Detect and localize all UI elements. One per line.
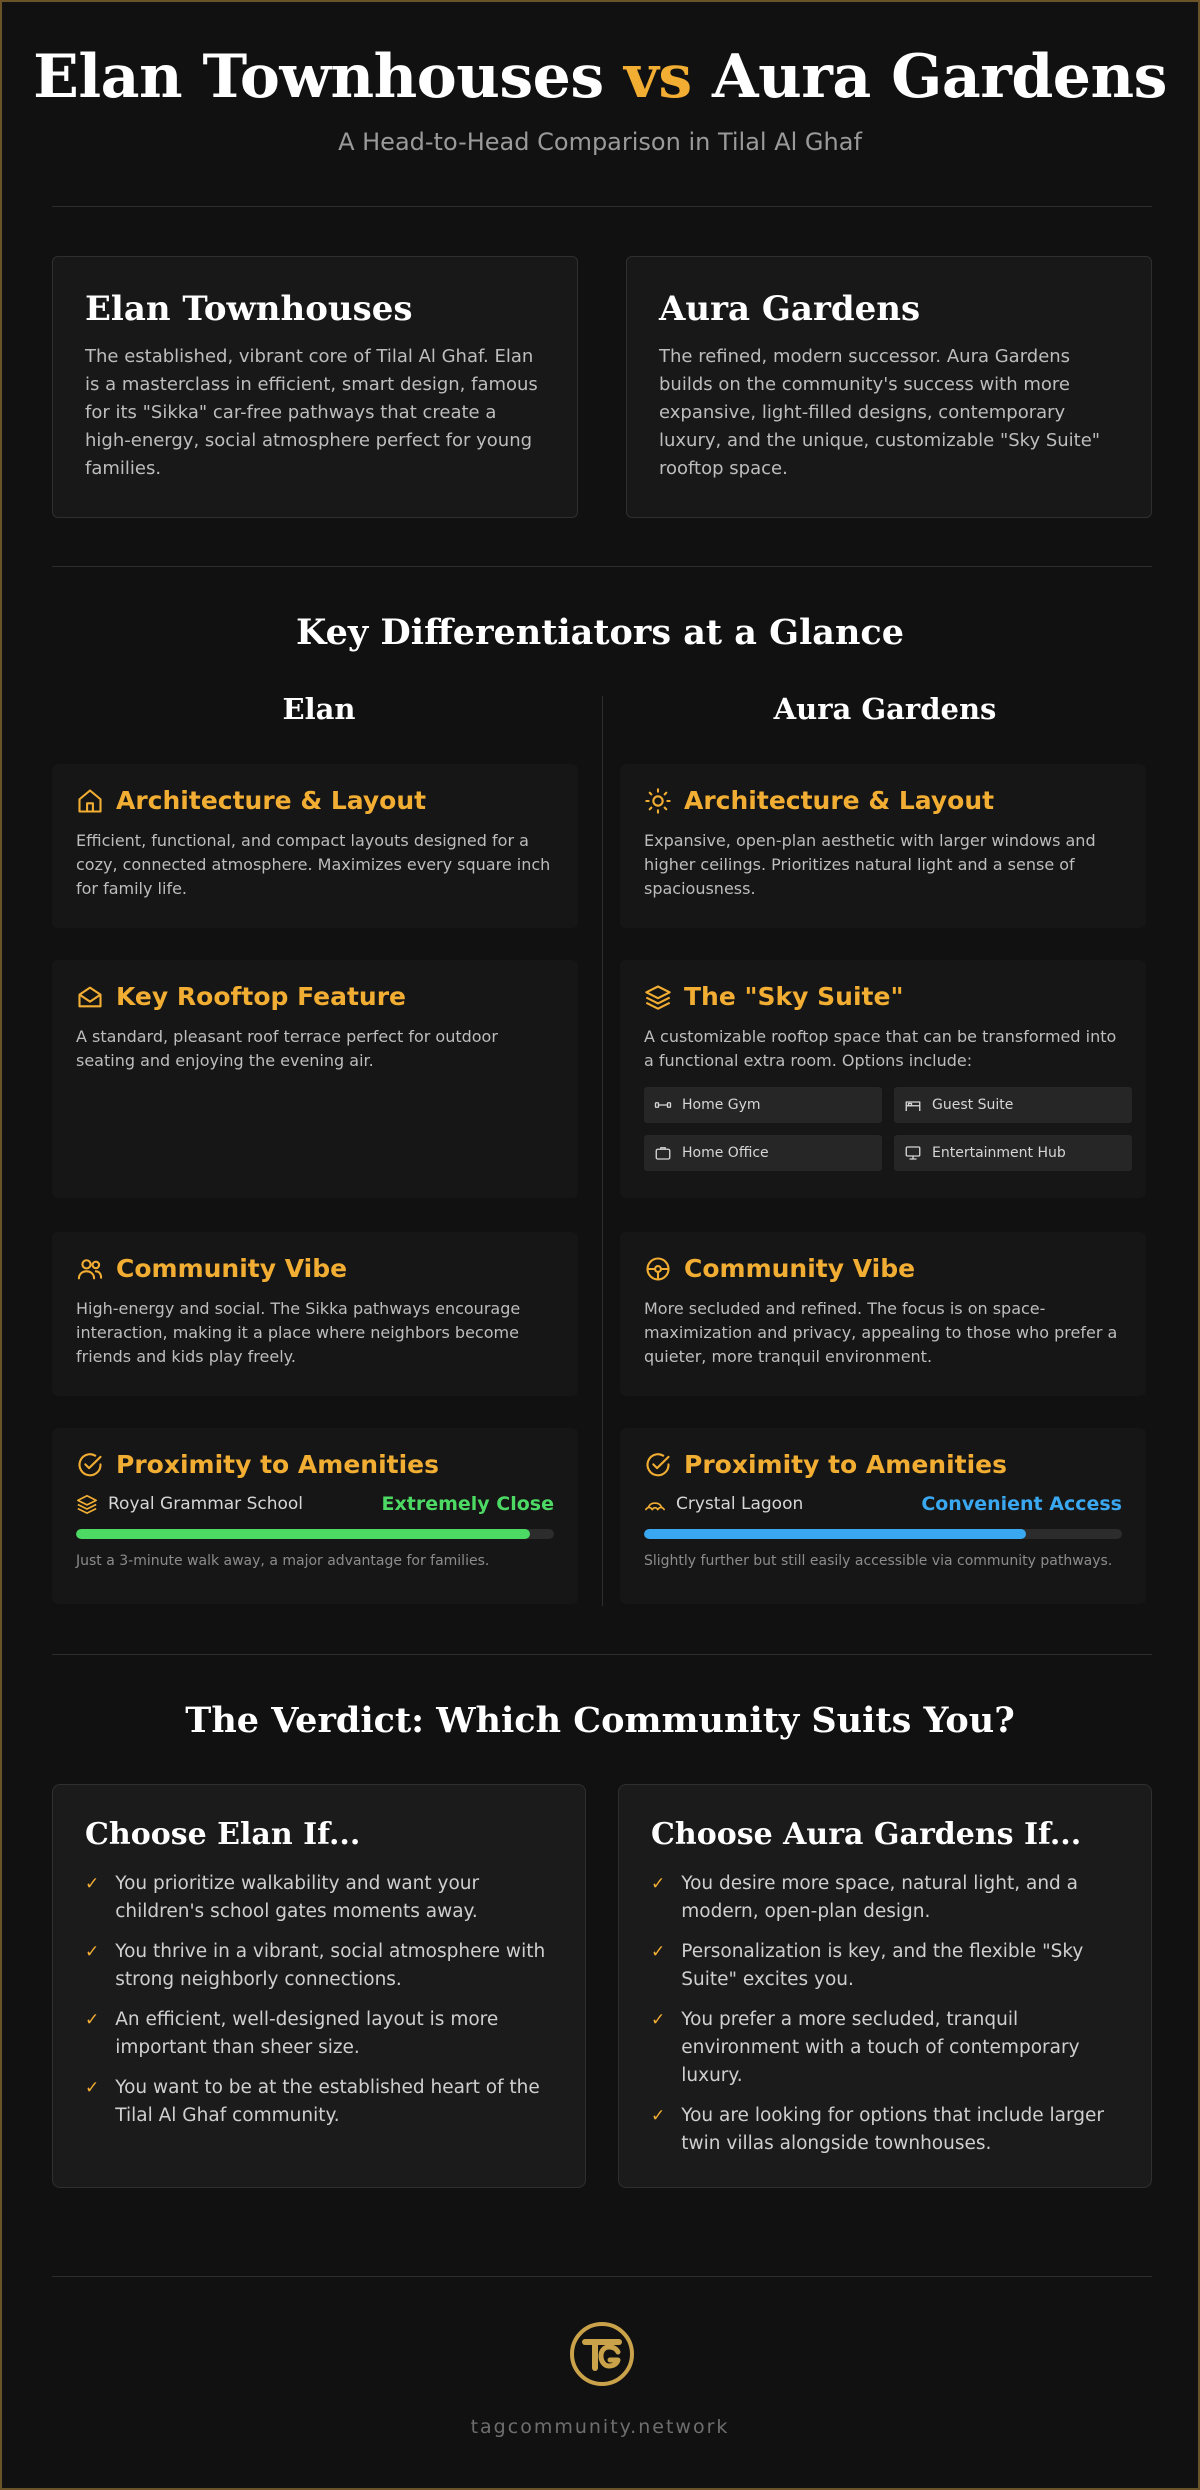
intro-title-aura: Aura Gardens: [659, 289, 921, 329]
check-circle-icon: [76, 1451, 104, 1479]
verdict-card-elan: [52, 1784, 586, 2188]
check-circle-icon: [644, 1451, 672, 1479]
column-heading-aura: Aura Gardens: [773, 692, 997, 726]
feature-title: Proximity to Amenities: [684, 1450, 1007, 1479]
feature-card-elan-architecture: [52, 764, 578, 928]
check-icon: ✓: [651, 1942, 666, 1962]
intro-text-aura: The refined, modern successor. Aura Gardens builds on the community's success with more expansive, light-filled designs, contemporary luxury, and the unique, customizable "Sky Suite" rooftop space.: [659, 346, 1101, 479]
verdict-title: The Verdict: Which Community Suits You?: [185, 1700, 1015, 1741]
proximity-bar: [644, 1529, 1122, 1539]
verdict-item: [85, 1870, 553, 1926]
dumbbell-icon: [654, 1096, 672, 1114]
option-label: Home Gym: [682, 1097, 761, 1113]
waves-icon: [644, 1493, 666, 1515]
briefcase-icon: [654, 1144, 672, 1162]
verdict-item: [85, 1938, 553, 1994]
verdict-item-text: Personalization is key, and the flexible "Sky Suite" excites you.: [681, 1941, 1084, 1990]
feature-card-aura-proximity: [620, 1428, 1146, 1604]
feature-card-aura-sky-suite: [620, 960, 1146, 1198]
home-icon: [76, 787, 104, 815]
feature-text: Expansive, open-plan aesthetic with larger windows and higher ceilings. Prioritizes natural light and a sense of spaciousness.: [644, 831, 1096, 898]
verdict-item: [651, 2102, 1119, 2158]
feature-card-aura-community: [620, 1232, 1146, 1396]
feature-text: High-energy and social. The Sikka pathways encourage interaction, making it a place where neighbors become friends and kids play freely.: [76, 1299, 521, 1366]
intro-card-aura: [626, 256, 1152, 518]
column-heading-elan: Elan: [282, 692, 356, 726]
title-vs: vs: [624, 42, 692, 112]
monitor-icon: [904, 1144, 922, 1162]
verdict-item-text: You prioritize walkability and want your children's school gates moments away.: [115, 1873, 480, 1922]
verdict-item-text: You thrive in a vibrant, social atmosphere with strong neighborly connections.: [115, 1941, 546, 1990]
proximity-status: Extremely Close: [381, 1493, 554, 1515]
divider: [52, 566, 1152, 567]
feature-text: More secluded and refined. The focus is on space-maximization and privacy, appealing to those who prefer a quieter, more tranquil environment.: [644, 1299, 1118, 1366]
tag-logo-icon: [568, 2320, 636, 2388]
page-title: [2, 42, 1198, 112]
verdict-item-text: An efficient, well-designed layout is more important than sheer size.: [115, 2009, 499, 2058]
amenity-name: Royal Grammar School: [108, 1494, 304, 1514]
amenity-name: Crystal Lagoon: [676, 1494, 804, 1514]
intro-text-elan: The established, vibrant core of Tilal Al Ghaf. Elan is a masterclass in efficient, smart design, famous for its "Sikka" car-free pathways that create a high-energy, social atmosphere perfect for young families.: [85, 346, 538, 479]
feature-card-aura-architecture: [620, 764, 1146, 928]
feature-card-elan-community: [52, 1232, 578, 1396]
proximity-note: Just a 3-minute walk away, a major advantage for families.: [76, 1553, 490, 1569]
option-guest-suite: [894, 1087, 1132, 1123]
feature-title: Architecture & Layout: [116, 786, 427, 815]
check-icon: ✓: [85, 2010, 100, 2030]
verdict-item: [85, 2006, 553, 2062]
feature-text: A customizable rooftop space that can be transformed into a functional extra room. Options include:: [644, 1027, 1117, 1070]
option-home-gym: [644, 1087, 882, 1123]
divider: [52, 206, 1152, 207]
page-subtitle: A Head-to-Head Comparison in Tilal Al Ghaf: [338, 128, 862, 156]
check-icon: ✓: [651, 2010, 666, 2030]
verdict-heading-aura: Choose Aura Gardens If...: [651, 1817, 1082, 1852]
verdict-item-text: You are looking for options that include larger twin villas alongside townhouses.: [681, 2105, 1104, 2154]
intro-title-elan: Elan Townhouses: [85, 289, 413, 329]
divider: [52, 1654, 1152, 1655]
verdict-heading-elan: Choose Elan If...: [85, 1817, 361, 1852]
verdict-item: [651, 1870, 1119, 1926]
verdict-item: [85, 2074, 553, 2130]
sky-suite-options: [644, 1087, 1122, 1171]
envelope-open-icon: [76, 983, 104, 1011]
feature-title: Community Vibe: [116, 1254, 348, 1283]
sun-icon: [644, 787, 672, 815]
feature-text: Efficient, functional, and compact layouts designed for a cozy, connected atmosphere. Maximizes every square inch for family life.: [76, 831, 551, 898]
verdict-list-aura: [651, 1870, 1119, 2158]
layers-icon: [76, 1493, 98, 1515]
divider: [52, 2276, 1152, 2277]
option-entertainment-hub: [894, 1135, 1132, 1171]
feature-text: A standard, pleasant roof terrace perfect for outdoor seating and enjoying the evening air.: [76, 1027, 498, 1070]
differentiators-title: Key Differentiators at a Glance: [295, 612, 904, 653]
column-divider: [602, 696, 603, 1606]
proximity-bar-fill: [76, 1529, 530, 1539]
option-home-office: [644, 1135, 882, 1171]
footer-url[interactable]: tagcommunity.network: [470, 2416, 730, 2438]
title-elan: Elan Townhouses: [33, 42, 604, 112]
feature-card-elan-proximity: [52, 1428, 578, 1604]
verdict-card-aura: [618, 1784, 1152, 2188]
layers-icon: [644, 983, 672, 1011]
check-icon: ✓: [85, 2078, 100, 2098]
users-icon: [76, 1255, 104, 1283]
bed-icon: [904, 1096, 922, 1114]
option-label: Home Office: [682, 1145, 769, 1161]
check-icon: ✓: [85, 1942, 100, 1962]
proximity-bar-fill: [644, 1529, 1026, 1539]
verdict-item: [651, 1938, 1119, 1994]
option-label: Guest Suite: [932, 1097, 1014, 1113]
feature-title: The "Sky Suite": [684, 982, 904, 1011]
feature-title: Key Rooftop Feature: [116, 982, 407, 1011]
verdict-item-text: You desire more space, natural light, and a modern, open-plan design.: [681, 1873, 1079, 1922]
feature-title: Architecture & Layout: [684, 786, 995, 815]
check-icon: ✓: [651, 1874, 666, 1894]
verdict-item-text: You prefer a more secluded, tranquil environment with a touch of contemporary luxury.: [681, 2009, 1080, 2086]
compass-icon: [644, 1255, 672, 1283]
check-icon: ✓: [85, 1874, 100, 1894]
verdict-list-elan: [85, 1870, 553, 2130]
proximity-status: Convenient Access: [921, 1493, 1122, 1515]
verdict-item: [651, 2006, 1119, 2090]
title-aura: Aura Gardens: [712, 42, 1167, 112]
check-icon: ✓: [651, 2106, 666, 2126]
feature-card-elan-rooftop: [52, 960, 578, 1198]
proximity-bar: [76, 1529, 554, 1539]
option-label: Entertainment Hub: [932, 1145, 1066, 1161]
feature-title: Community Vibe: [684, 1254, 916, 1283]
feature-title: Proximity to Amenities: [116, 1450, 439, 1479]
intro-card-elan: [52, 256, 578, 518]
verdict-item-text: You want to be at the established heart of the Tilal Al Ghaf community.: [115, 2077, 540, 2126]
proximity-note: Slightly further but still easily accessible via community pathways.: [644, 1553, 1113, 1569]
